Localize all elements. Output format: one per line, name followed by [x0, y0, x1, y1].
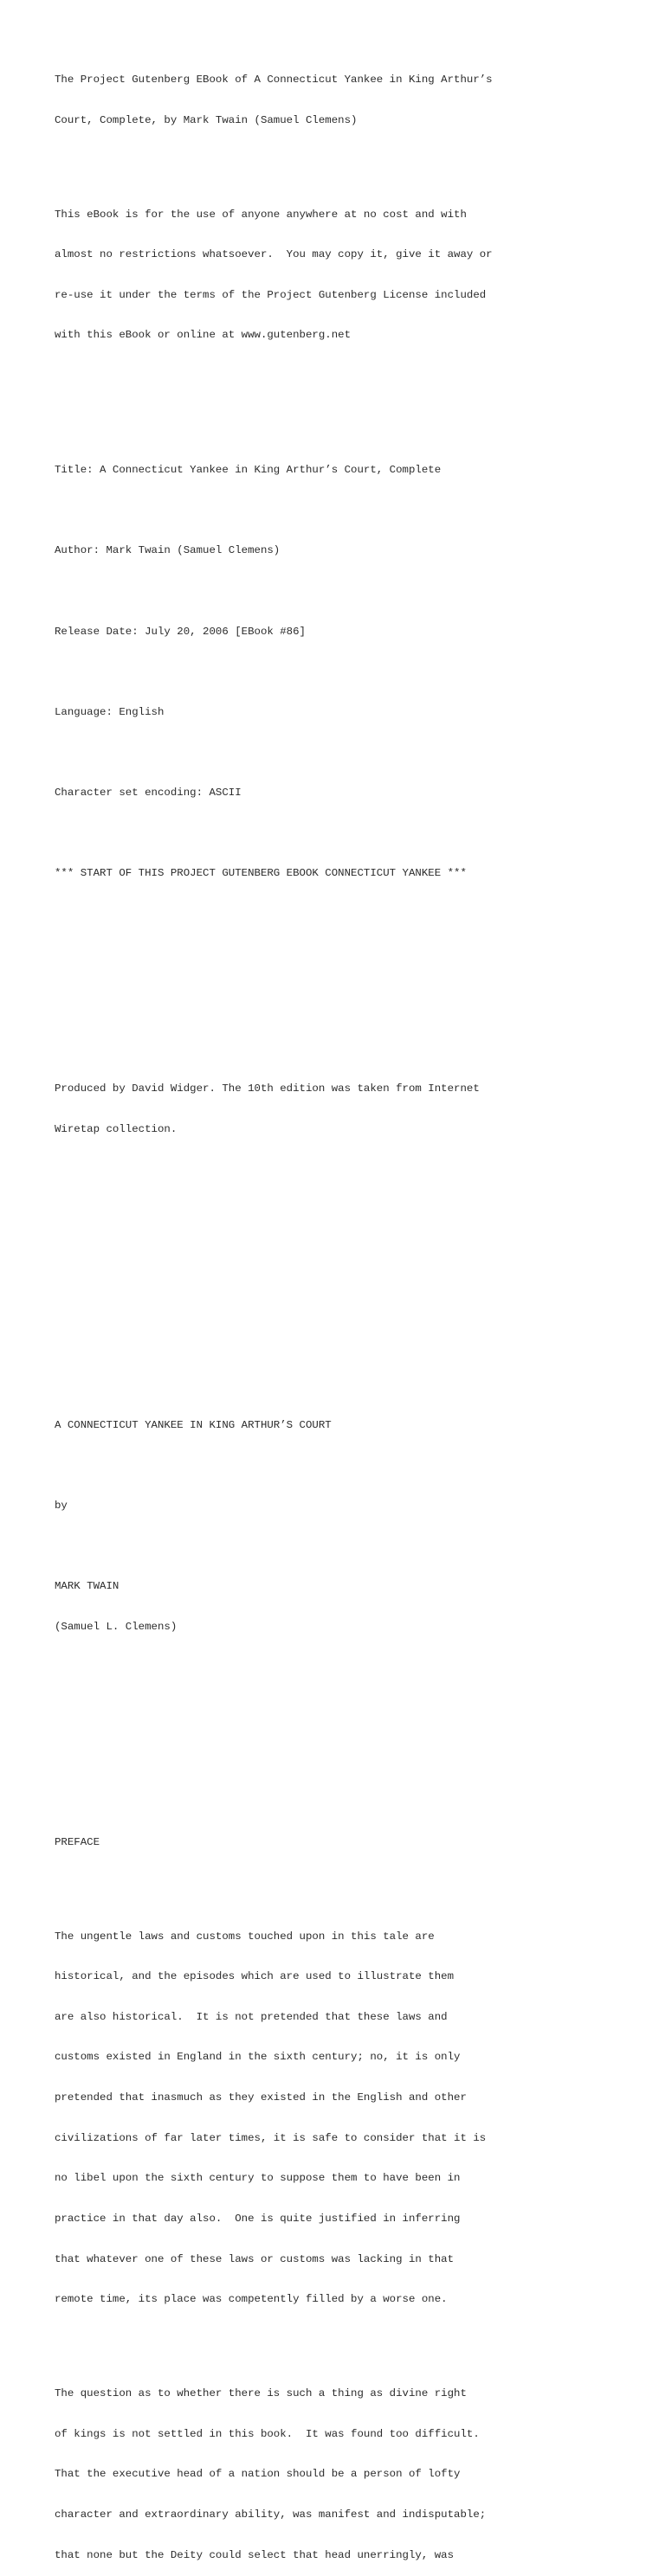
book-author-name: MARK TWAIN [55, 1580, 119, 1593]
preface-paragraph-2-line: that none but the Deity could select that head unerringly, was [55, 2548, 455, 2561]
author-metadata: Author: Mark Twain (Samuel Clemens) [55, 544, 281, 557]
blank-line [55, 585, 643, 599]
blank-line [55, 1284, 643, 1298]
title-metadata: Title: A Connecticut Yankee in King Arthur’s Court, Complete [55, 463, 442, 476]
preface-paragraph-1-line: remote time, its place was competently filled by a worse one. [55, 2293, 448, 2306]
blank-line [55, 504, 643, 518]
blank-line [55, 948, 643, 962]
preface-paragraph-1-line: The ungentle laws and customs touched upon in this tale are [55, 1930, 435, 1943]
blank-line [55, 410, 643, 424]
preface-heading: PREFACE [55, 1835, 100, 1848]
blank-line [55, 154, 643, 168]
license-line-3: re-use it under the terms of the Project Gutenberg License included [55, 288, 487, 301]
header-line-2: Court, Complete, by Mark Twain (Samuel Clemens) [55, 113, 358, 126]
license-line-2: almost no restrictions whatsoever. You may copy it, give it away or [55, 248, 493, 261]
blank-line [55, 1244, 643, 1258]
blank-line [55, 908, 643, 922]
preface-paragraph-1-line: are also historical. It is not pretended that these laws and [55, 2010, 448, 2023]
blank-line [55, 988, 643, 1002]
producer-line-2: Wiretap collection. [55, 1122, 178, 1135]
language-metadata: Language: English [55, 705, 165, 718]
preface-paragraph-1-line: civilizations of far later times, it is safe to consider that it is [55, 2131, 487, 2144]
blank-line [55, 1365, 643, 1379]
blank-line [55, 1742, 643, 1756]
license-line-1: This eBook is for the use of anyone anywhere at no cost and with [55, 208, 467, 221]
header-line-1: The Project Gutenberg EBook of A Connecticut Yankee in King Arthur’s [55, 74, 493, 87]
blank-line [55, 1876, 643, 1890]
blank-line [55, 1325, 643, 1339]
blank-line [55, 2334, 643, 2348]
preface-paragraph-2-line: of kings is not settled in this book. It was found too difficult. [55, 2427, 480, 2440]
blank-line [55, 1029, 643, 1043]
blank-line [55, 1661, 643, 1675]
license-line-4: with this eBook or online at www.gutenberg.net [55, 329, 352, 342]
by-line: by [55, 1500, 68, 1513]
preface-paragraph-1-line: historical, and the episodes which are used to illustrate them [55, 1970, 455, 1983]
ebook-text-page [55, 47, 643, 2576]
charset-metadata: Character set encoding: ASCII [55, 787, 242, 800]
preface-paragraph-2-line: That the executive head of a nation should be a person of lofty [55, 2468, 461, 2481]
preface-paragraph-1-line: no libel upon the sixth century to suppose them to have been in [55, 2172, 461, 2185]
preface-paragraph-1-line: pretended that inasmuch as they existed in the English and other [55, 2091, 467, 2104]
blank-line [55, 1540, 643, 1554]
blank-line [55, 746, 643, 760]
preface-paragraph-1-line: practice in that day also. One is quite justified in inferring [55, 2213, 461, 2226]
blank-line [55, 827, 643, 841]
blank-line [55, 1459, 643, 1473]
blank-line [55, 1701, 643, 1715]
preface-paragraph-1-line: customs existed in England in the sixth century; no, it is only [55, 2051, 461, 2064]
preface-paragraph-1-line: that whatever one of these laws or customs was lacking in that [55, 2252, 455, 2265]
preface-paragraph-2-line: character and extraordinary ability, was manifest and indisputable; [55, 2509, 487, 2521]
preface-paragraph-2-line: The question as to whether there is such a thing as divine right [55, 2387, 467, 2400]
blank-line [55, 1783, 643, 1796]
book-title: A CONNECTICUT YANKEE IN KING ARTHUR’S COURT [55, 1418, 332, 1431]
producer-line-1: Produced by David Widger. The 10th edition was taken from Internet [55, 1082, 480, 1095]
blank-line [55, 1204, 643, 1217]
blank-line [55, 369, 643, 383]
release-date-metadata: Release Date: July 20, 2006 [EBook #86] [55, 625, 306, 638]
blank-line [55, 1163, 643, 1177]
start-marker: *** START OF THIS PROJECT GUTENBERG EBOOK CONNECTICUT YANKEE *** [55, 867, 467, 880]
book-author-real-name: (Samuel L. Clemens) [55, 1620, 178, 1633]
blank-line [55, 665, 643, 679]
